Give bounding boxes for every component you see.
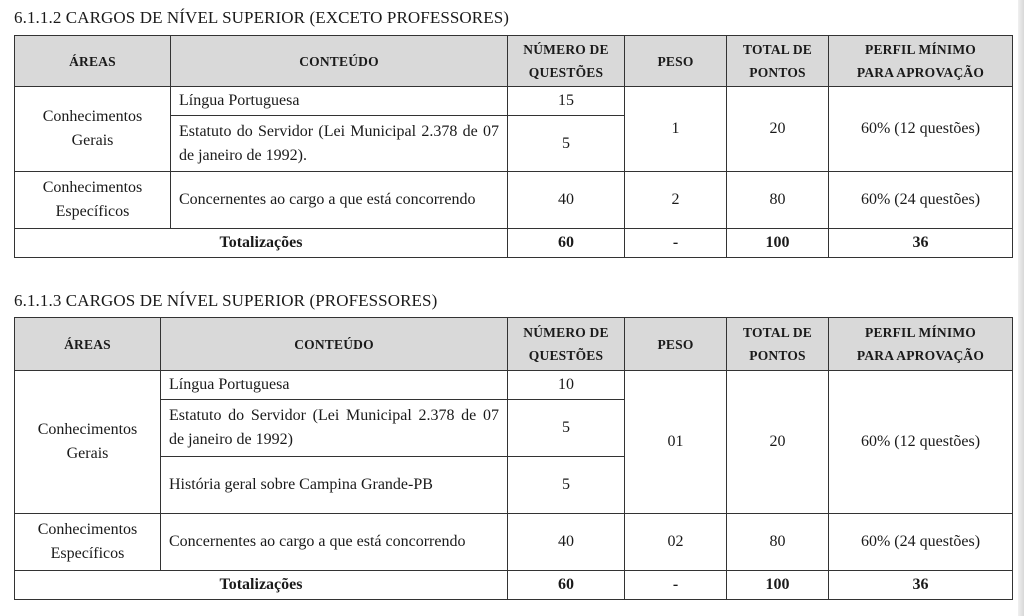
- peso-cell: 1: [625, 87, 727, 172]
- questoes-cell: 40: [508, 172, 625, 229]
- perfil-minimo-cell: 60% (24 questões): [829, 172, 1013, 229]
- header-areas: ÁREAS: [15, 318, 161, 371]
- peso-cell: 02: [625, 514, 727, 571]
- header-numero-questoes: NÚMERO DE QUESTÕES: [508, 318, 625, 371]
- table-row: [15, 371, 1013, 400]
- table-row: [15, 514, 1013, 571]
- header-conteudo: CONTEÚDO: [171, 36, 508, 87]
- table-professores: [14, 317, 1013, 600]
- peso-cell: 01: [625, 371, 727, 514]
- page-edge-shadow: [1018, 0, 1024, 616]
- header-areas: ÁREAS: [15, 36, 171, 87]
- header-peso: PESO: [625, 36, 727, 87]
- area-conhecimentos-gerais: Conhecimentos Gerais: [15, 371, 161, 514]
- total-pontos: 100: [727, 229, 829, 258]
- perfil-minimo-cell: 60% (12 questões): [829, 87, 1013, 172]
- questoes-cell: 5: [508, 116, 625, 172]
- total-perfil: 36: [829, 571, 1013, 600]
- header-numero-questoes: NÚMERO DE QUESTÕES: [508, 36, 625, 87]
- total-peso: -: [625, 229, 727, 258]
- total-pontos-cell: 80: [727, 172, 829, 229]
- conteudo-cell: Estatuto do Servidor (Lei Municipal 2.378 de 07 de janeiro de 1992): [161, 400, 508, 457]
- area-conhecimentos-gerais: Conhecimentos Gerais: [15, 87, 171, 172]
- questoes-cell: 5: [508, 400, 625, 457]
- totals-row: [15, 229, 1013, 258]
- conteudo-cell: Concernentes ao cargo a que está concorrendo: [161, 514, 508, 571]
- total-pontos: 100: [727, 571, 829, 600]
- totalizacoes-label: Totalizações: [15, 571, 508, 600]
- section-title-exceto-professores: 6.1.1.2 CARGOS DE NÍVEL SUPERIOR (EXCETO PROFESSORES): [14, 8, 510, 27]
- perfil-minimo-cell: 60% (24 questões): [829, 514, 1013, 571]
- header-total-pontos: TOTAL DE PONTOS: [727, 318, 829, 371]
- header-peso: PESO: [625, 318, 727, 371]
- total-pontos-cell: 20: [727, 87, 829, 172]
- totalizacoes-label: Totalizações: [15, 229, 508, 258]
- conteudo-cell: Língua Portuguesa: [171, 87, 508, 116]
- header-perfil-minimo: PERFIL MÍNIMO PARA APROVAÇÃO: [829, 36, 1013, 87]
- table-row: [15, 87, 1013, 116]
- table-header-row: [15, 318, 1013, 371]
- conteudo-cell: Estatuto do Servidor (Lei Municipal 2.378 de 07 de janeiro de 1992).: [171, 116, 508, 172]
- peso-cell: 2: [625, 172, 727, 229]
- conteudo-cell: História geral sobre Campina Grande-PB: [161, 457, 508, 514]
- area-conhecimentos-especificos: Conhecimentos Específicos: [15, 514, 161, 571]
- perfil-minimo-cell: 60% (12 questões): [829, 371, 1013, 514]
- conteudo-cell: Língua Portuguesa: [161, 371, 508, 400]
- total-questoes: 60: [508, 571, 625, 600]
- header-perfil-minimo: PERFIL MÍNIMO PARA APROVAÇÃO: [829, 318, 1013, 371]
- total-peso: -: [625, 571, 727, 600]
- conteudo-cell: Concernentes ao cargo a que está concorrendo: [171, 172, 508, 229]
- total-questoes: 60: [508, 229, 625, 258]
- questoes-cell: 15: [508, 87, 625, 116]
- area-conhecimentos-especificos: Conhecimentos Específicos: [15, 172, 171, 229]
- table-exceto-professores: [14, 35, 1013, 258]
- total-perfil: 36: [829, 229, 1013, 258]
- questoes-cell: 10: [508, 371, 625, 400]
- section-title-professores: 6.1.1.3 CARGOS DE NÍVEL SUPERIOR (PROFESSORES): [14, 291, 438, 310]
- totals-row: [15, 571, 1013, 600]
- total-pontos-cell: 80: [727, 514, 829, 571]
- questoes-cell: 5: [508, 457, 625, 514]
- total-pontos-cell: 20: [727, 371, 829, 514]
- table-header-row: [15, 36, 1013, 87]
- header-conteudo: CONTEÚDO: [161, 318, 508, 371]
- header-total-pontos: TOTAL DE PONTOS: [727, 36, 829, 87]
- table-row: [15, 172, 1013, 229]
- questoes-cell: 40: [508, 514, 625, 571]
